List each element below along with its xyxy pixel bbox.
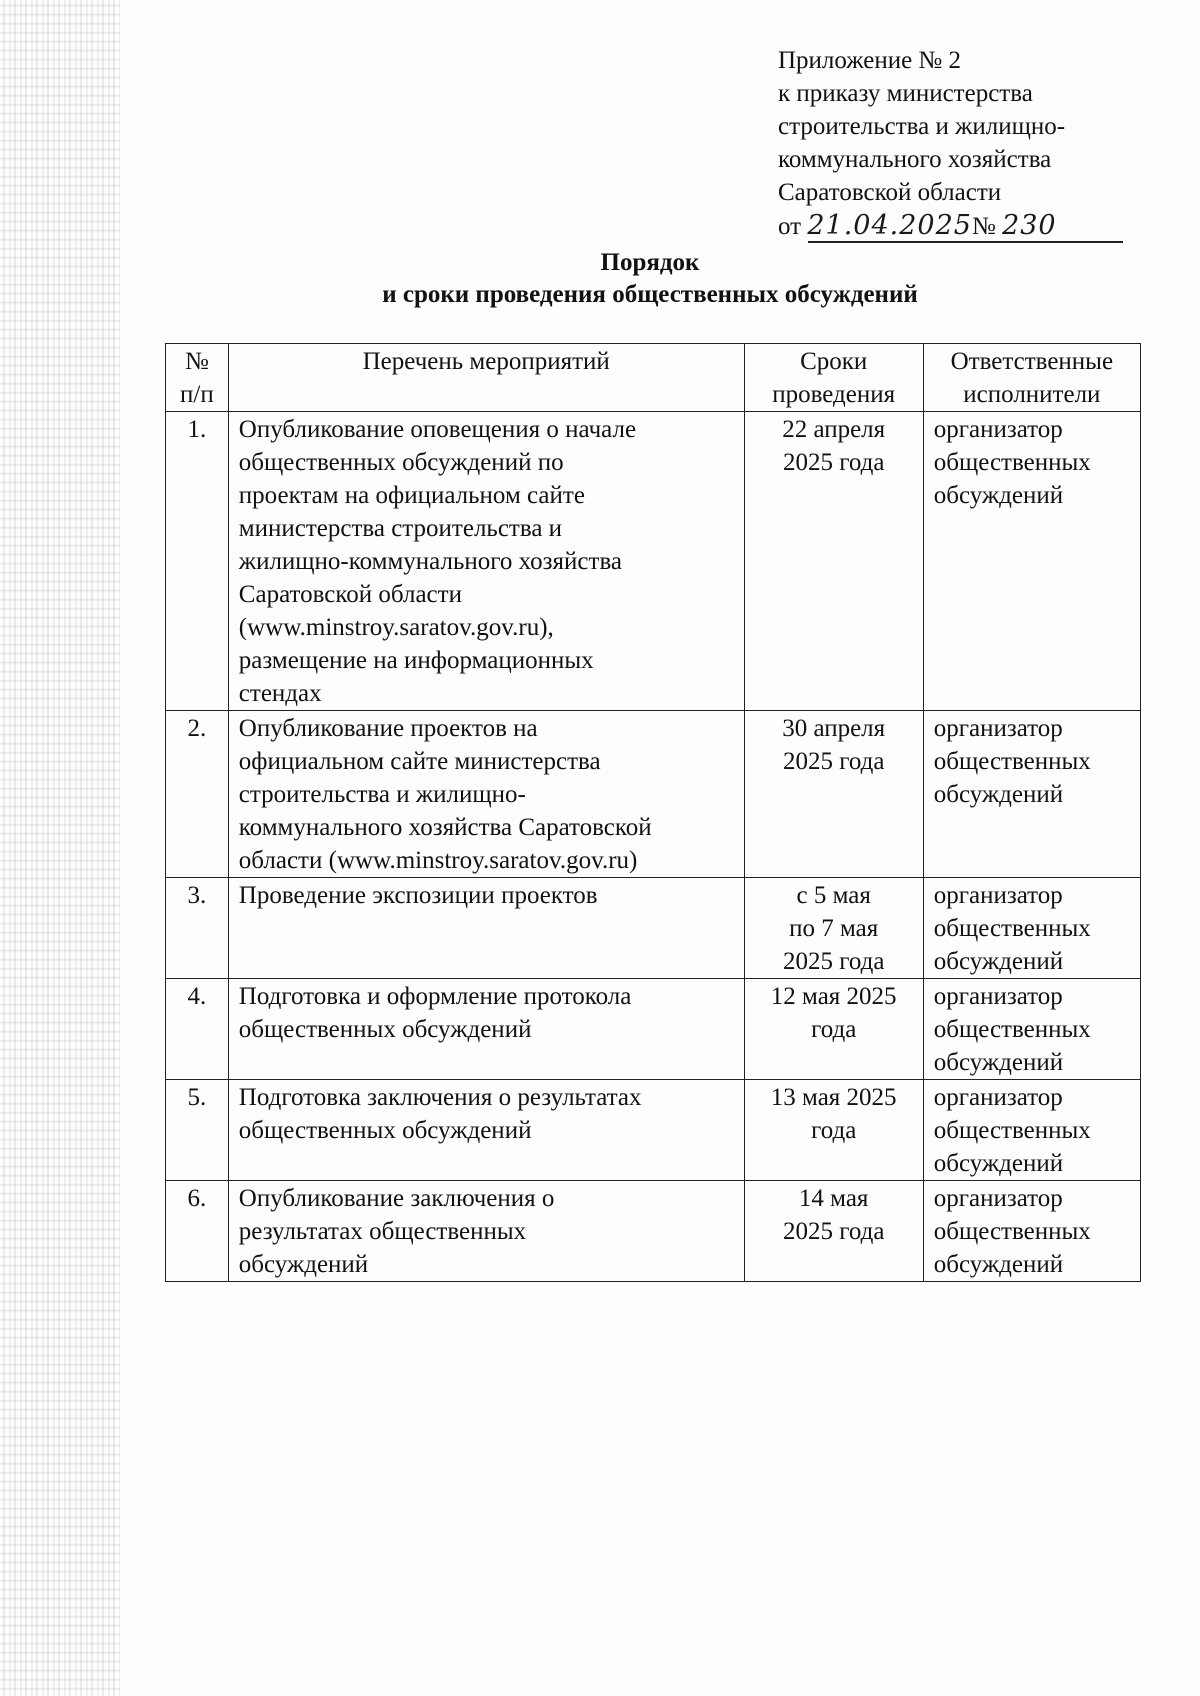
row-responsible: организатор общественных обсуждений (923, 1080, 1140, 1181)
row-dates: с 5 мая по 7 мая 2025 года (744, 878, 923, 979)
number-sign: № (971, 213, 996, 240)
row-responsible: организатор общественных обсуждений (923, 878, 1140, 979)
row-responsible: организатор общественных обсуждений (923, 979, 1140, 1080)
table-row (166, 412, 1141, 711)
table-row (166, 1080, 1141, 1181)
row-activity: Опубликование заключения о результатах общественных обсуждений (228, 1181, 744, 1282)
header-num: № п/п (166, 344, 229, 412)
row-num: 6. (166, 1181, 229, 1282)
date-underline (808, 241, 968, 243)
row-num: 4. (166, 979, 229, 1080)
appendix-line: строительства и жилищно- (778, 113, 1066, 140)
appendix-line: к приказу министерства (778, 80, 1033, 107)
table-row (166, 878, 1141, 979)
row-num: 3. (166, 878, 229, 979)
row-dates: 14 мая 2025 года (744, 1181, 923, 1282)
row-activity: Проведение экспозиции проектов (228, 878, 744, 979)
document-subtitle: и сроки проведения общественных обсуждений (382, 281, 918, 308)
appendix-line: коммунального хозяйства (778, 146, 1052, 173)
row-activity: Опубликование проектов на официальном сайте министерства строительства и жилищно- коммунального хозяйства Саратовской области (www.minstroy.saratov.gov.ru) (228, 711, 744, 878)
appendix-line: Приложение № 2 (778, 47, 962, 74)
appendix-line: Саратовской области (778, 179, 1002, 206)
date-prefix: от (778, 213, 802, 240)
row-dates: 30 апреля 2025 года (744, 711, 923, 878)
number-underline (968, 241, 1123, 243)
events-table (165, 343, 1141, 1282)
header-responsible: Ответственные исполнители (923, 344, 1140, 412)
row-activity: Подготовка и оформление протокола общественных обсуждений (228, 979, 744, 1080)
row-activity: Опубликование оповещения о начале общественных обсуждений по проектам на официальном сайте министерства строительства и жилищно-коммунального хозяйства Саратовской области (www.minstroy.saratov.gov.ru), размещение на информационных стендах (228, 412, 744, 711)
row-responsible: организатор общественных обсуждений (923, 412, 1140, 711)
table-row (166, 979, 1141, 1080)
handwritten-date: 21.04.2025 (807, 210, 972, 241)
row-dates: 22 апреля 2025 года (744, 412, 923, 711)
row-dates: 13 мая 2025 года (744, 1080, 923, 1181)
table-header-row (166, 344, 1141, 412)
table-row (166, 1181, 1141, 1282)
handwritten-number: 230 (1002, 210, 1057, 241)
row-responsible: организатор общественных обсуждений (923, 711, 1140, 878)
document-title: Порядок (600, 249, 700, 276)
row-num: 2. (166, 711, 229, 878)
row-num: 5. (166, 1080, 229, 1181)
header-activity: Перечень мероприятий (228, 344, 744, 412)
row-num: 1. (166, 412, 229, 711)
header-dates: Сроки проведения (744, 344, 923, 412)
row-responsible: организатор общественных обсуждений (923, 1181, 1140, 1282)
row-dates: 12 мая 2025 года (744, 979, 923, 1080)
appendix-header (778, 44, 1128, 243)
table-row (166, 711, 1141, 878)
row-activity: Подготовка заключения о результатах общественных обсуждений (228, 1080, 744, 1181)
order-date-number-line (778, 209, 1128, 243)
